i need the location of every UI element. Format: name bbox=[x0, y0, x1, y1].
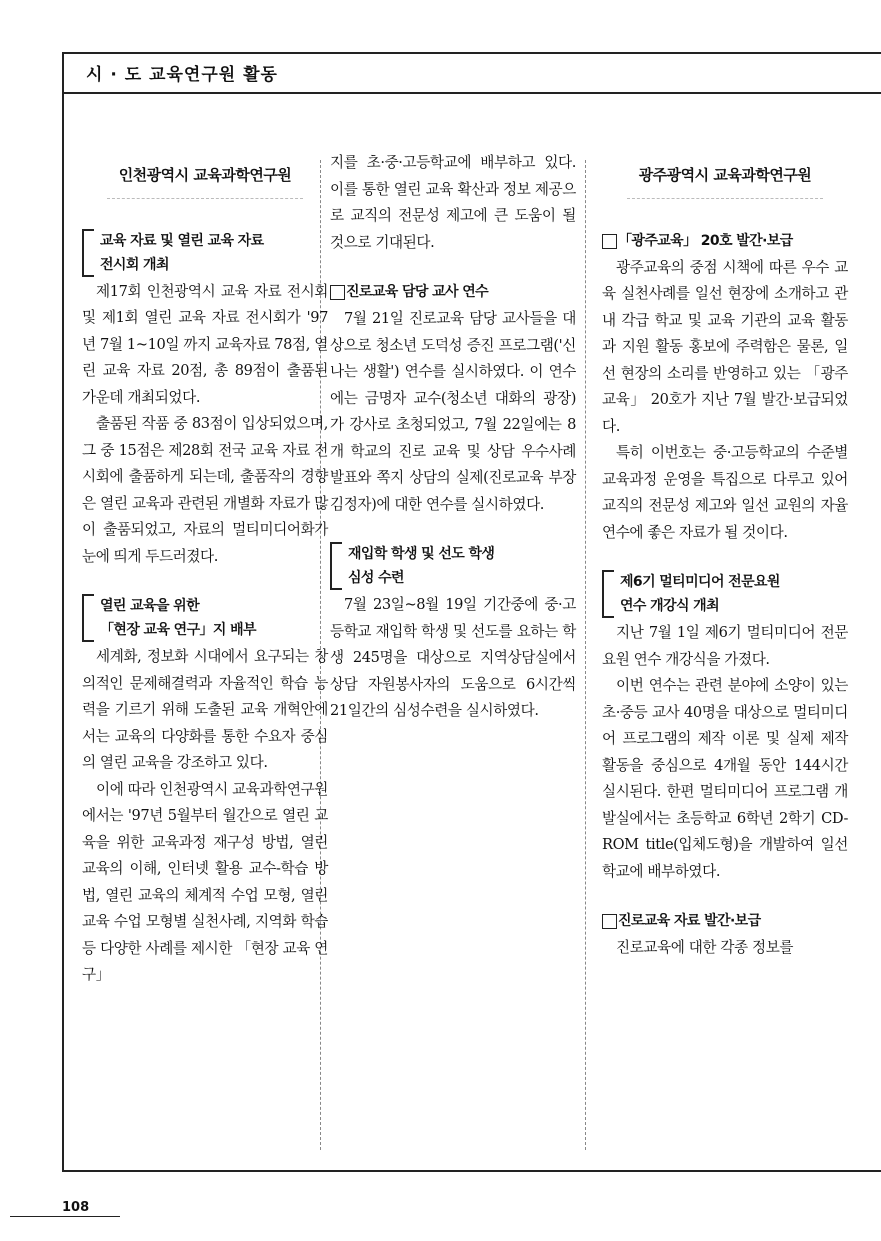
article-paragraph: 이에 따라 인천광역시 교육과학연구원에서는 '97년 5월부터 월간으로 열린 교육을 위한 교육과정 재구성 방법, 열린 교육의 이해, 인터넷 활용 교수-학습 방법, 열린 교육의 체계적 수업 모형, 열린 교육 수업 모형별 실천사례, 지역화 학습 등 다양한 사례를 제시한 「현장 교육 연구」 bbox=[82, 780, 328, 983]
left-frame-rule bbox=[62, 92, 64, 1170]
article-field-research bbox=[82, 594, 328, 989]
section-header-title: 시 · 도 교육연구원 활동 bbox=[86, 65, 278, 85]
article-title: 진로교육 담당 교사 연수 bbox=[330, 280, 576, 304]
heading-underline bbox=[627, 197, 824, 199]
article-title: 재입학 학생 및 선도 학생 심성 수련 bbox=[330, 542, 576, 590]
page-number: 108 bbox=[62, 1200, 90, 1215]
column-incheon bbox=[82, 150, 328, 989]
section-header bbox=[62, 52, 881, 94]
article-paragraph: 7월 21일 진로교육 담당 교사들을 대상으로 청소년 도덕성 증진 프로그램('신나는 생활') 연수를 실시하였다. 이 연수에는 금명자 교수(청소년 대화의 광장)가 강사로 초청되었고, 7월 22일에는 8개 학교의 진로 교육 및 상담 우수사례 발표와 쪽지 상담의 실제(진로교육 부장 김정자)에 대한 연수를 실시하였다. bbox=[330, 310, 576, 513]
article-paragraph: 제17회 인천광역시 교육 자료 전시회 및 제1회 열린 교육 자료 전시회가 '97년 7월 1~10일 까지 교육자료 78점, 열린 교육 자료 20점, 총 89점이 출품된 가운데 개최되었다. bbox=[82, 282, 328, 406]
column-incheon-continued bbox=[330, 150, 576, 725]
article-title: 교육 자료 및 열린 교육 자료 전시회 개최 bbox=[82, 229, 328, 277]
heading-underline bbox=[107, 197, 304, 199]
article-title: 진로교육 자료 발간·보급 bbox=[602, 909, 848, 933]
article-exhibition bbox=[82, 229, 328, 571]
checkbox-square-icon bbox=[602, 914, 617, 929]
article-paragraph: 지를 초·중·고등학교에 배부하고 있다. 이를 통한 열린 교육 확산과 정보 제공으로 교직의 전문성 제고에 큰 도움이 될 것으로 기대된다. bbox=[330, 154, 576, 251]
article-multimedia-training bbox=[602, 570, 848, 885]
article-paragraph: 출품된 작품 중 83점이 입상되었으며, 그 중 15점은 제28회 전국 교육 자료 전시회에 출품하게 되는데, 출품작의 경향은 열린 교육과 관련된 개별화 자료가 많이 출품되었고, 자료의 멀티미디어화가 눈에 띄게 두드러졌다. bbox=[82, 415, 328, 565]
article-paragraph: 광주교육의 중점 시책에 따른 우수 교육 실천사례를 일선 현장에 소개하고 관내 각급 학교 및 교육 기관의 교육 활동과 지원 활동 홍보에 주력함은 물론, 일선 현장의 소리를 반영하고 있는 「광주교육」 20호가 지난 7월 발간·보급되었다. bbox=[602, 258, 848, 435]
article-paragraph: 이번 연수는 관련 분야에 소양이 있는 초·중등 교사 40명을 대상으로 멀티미디어 프로그램의 제작 이론 및 실제 제작 활동을 중심으로 4개월 동안 144시간 실시된다. 한편 멀티미디어 프로그램 개발실에서는 초등학교 6학년 2학기 CD-ROM title(입체도형)을 개발하여 일선 학교에 배부하였다. bbox=[602, 677, 848, 880]
column-divider-2 bbox=[585, 160, 586, 1150]
article-paragraph: 세계화, 정보화 시대에서 요구되는 창의적인 문제해결력과 자율적인 학습 능력을 기르기 위해 도출된 교육 개혁안에서는 교육의 다양화를 통한 수요자 중심의 열린 교육을 강조하고 있다. bbox=[82, 648, 328, 771]
institution-heading: 광주광역시 교육과학연구원 bbox=[638, 166, 812, 184]
article-student-training bbox=[330, 542, 576, 725]
article-title: 제6기 멀티미디어 전문요원 연수 개강식 개최 bbox=[602, 570, 848, 618]
article-career-materials bbox=[602, 909, 848, 962]
column-gwangju bbox=[602, 150, 848, 962]
institution-heading: 인천광역시 교육과학연구원 bbox=[118, 166, 292, 184]
page-number-rule bbox=[10, 1216, 120, 1217]
checkbox-square-icon bbox=[602, 234, 617, 249]
article-career-teacher-training bbox=[330, 280, 576, 518]
article-paragraph: 7월 23일~8월 19일 기간중에 중·고등학교 재입학 학생 및 선도를 요하는 학생 245명을 대상으로 지역상담실에서 상담 자원봉사자의 도움으로 6시간씩 21일간의 심성수련을 실시하였다. bbox=[330, 596, 576, 719]
article-paragraph: 특히 이번호는 중·고등학교의 수준별 교육과정 운영을 특집으로 다루고 있어 교직의 전문성 제고와 일선 교원의 자율 연수에 좋은 자료가 될 것이다. bbox=[602, 444, 848, 541]
article-title: 열린 교육을 위한 「현장 교육 연구」지 배부 bbox=[82, 594, 328, 642]
article-paragraph: 지난 7월 1일 제6기 멀티미디어 전문요원 연수 개강식을 가졌다. bbox=[602, 624, 848, 668]
article-title: 「광주교육」 20호 발간·보급 bbox=[602, 229, 848, 253]
article-paragraph: 진로교육에 대한 각종 정보를 bbox=[616, 939, 794, 956]
bottom-rule bbox=[62, 1170, 881, 1172]
checkbox-square-icon bbox=[330, 285, 345, 300]
article-gwangju-education bbox=[602, 229, 848, 547]
